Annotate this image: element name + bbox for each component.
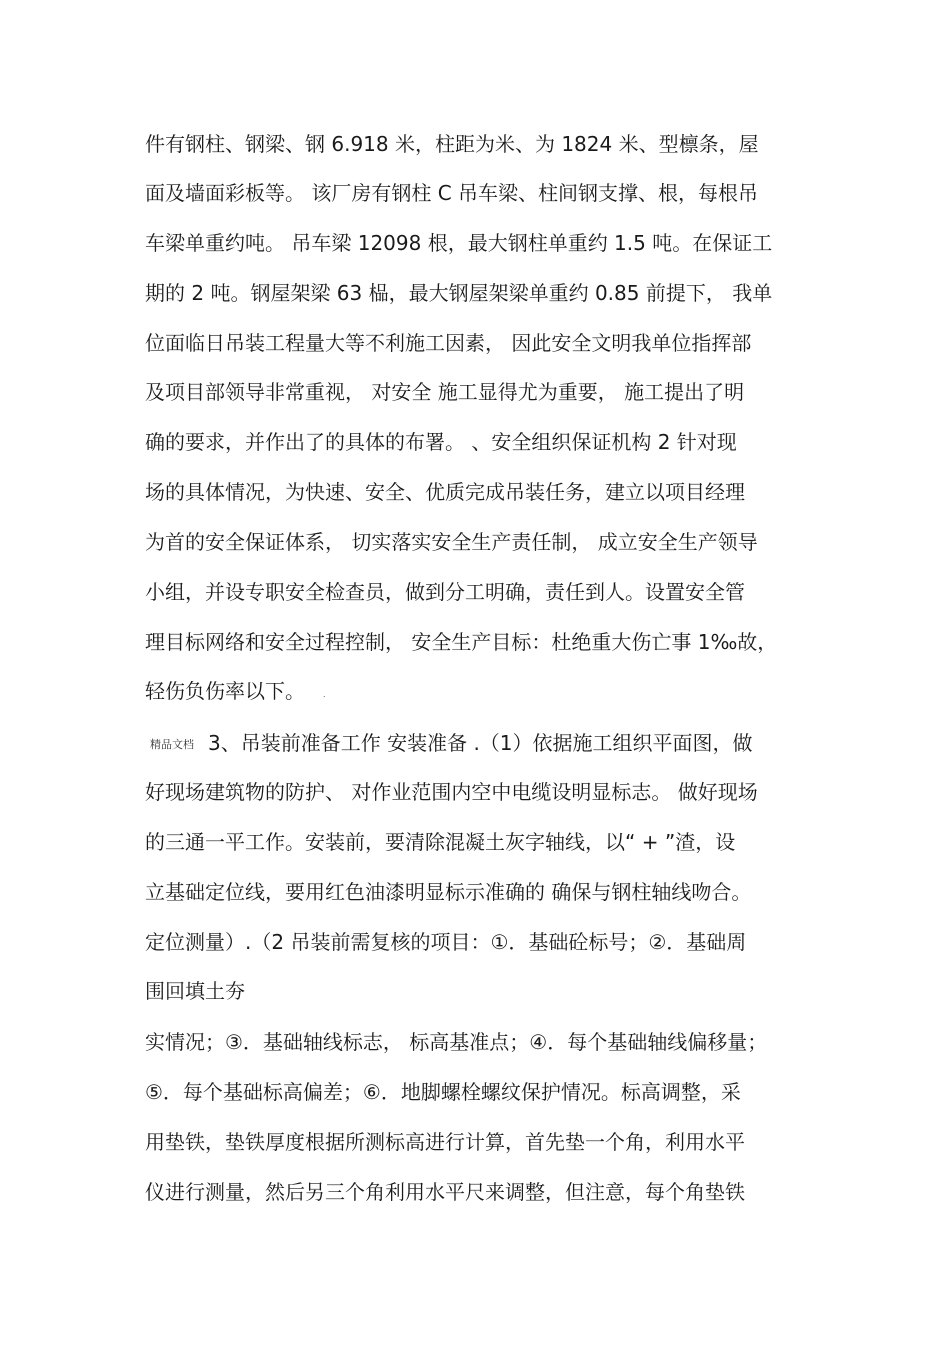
text-line-18: 围回填土夯 [145,979,245,1003]
text-line-22: 仪进行测量，然后另三个角利用水平尺来调整，但注意，每个角垫铁 [145,1180,745,1204]
text-line-14: 好现场建筑物的防护、 对作业范围内空中电缆设明显标志。 做好现场 [145,780,758,804]
text-line-7: 确的要求，并作出了的具体的布署。 、安全组织保证机构 2 针对现 [145,430,737,454]
text-line-13 [150,731,753,757]
text-line-16: 立基础定位线，要用红色油漆明显标示准确的 确保与钢柱轴线吻合。 [145,880,752,904]
stray-mark: . [323,690,326,699]
text-line-5: 位面临日吊装工程量大等不利施工因素， 因此安全文明我单位指挥部 [145,331,752,355]
text-line-4: 期的 2 吨。钢屋架梁 63 榀，最大钢屋架梁单重约 0.85 前提下， 我单 [145,281,773,305]
watermark-label: 精品文档 [150,738,194,751]
text-line-2: 面及墙面彩板等。 该厂房有钢柱 C 吊车梁、柱间钢支撑、根，每根吊 [145,181,759,205]
text-line-12: 轻伤负伤率以下。 [145,679,305,703]
text-line-8: 场的具体情况，为快速、安全、优质完成吊装任务，建立以项目经理 [145,480,745,504]
text-line-21: 用垫铁，垫铁厚度根据所测标高进行计算，首先垫一个角，利用水平 [145,1130,745,1154]
text-line-20: ⑤．每个基础标高偏差；⑥．地脚螺栓螺纹保护情况。标高调整，采 [145,1080,741,1104]
text-line-9: 为首的安全保证体系， 切实落实安全生产责任制， 成立安全生产领导 [145,530,758,554]
text-line-1: 件有钢柱、钢梁、钢 6.918 米，柱距为米、为 1824 米、型檩条，屋 [145,132,759,156]
text-line-10: 小组，并设专职安全检查员，做到分工明确，责任到人。设置安全管 [145,580,745,604]
text-line-17: 定位测量）.（2 吊装前需复核的项目：①．基础砼标号；②．基础周 [145,930,747,954]
text-line-11: 理目标网络和安全过程控制， 安全生产目标：杜绝重大伤亡事 1‰故， [145,630,778,654]
text-line-19: 实情况；③．基础轴线标志， 标高基准点；④．每个基础轴线偏移量； [145,1030,768,1054]
text-line-3: 车梁单重约吨。 吊车梁 12098 根，最大钢柱单重约 1.5 吨。在保证工 [145,231,773,255]
text-line-6: 及项目部领导非常重视， 对安全 施工显得尤为重要， 施工提出了明 [145,380,745,404]
text-line-15: 的三通一平工作。安装前，要清除混凝土灰字轴线，以“ + ”渣，设 [145,830,736,854]
text-line-13-content: 3、吊装前准备工作 安装准备 .（1）依据施工组织平面图，做 [208,731,753,755]
